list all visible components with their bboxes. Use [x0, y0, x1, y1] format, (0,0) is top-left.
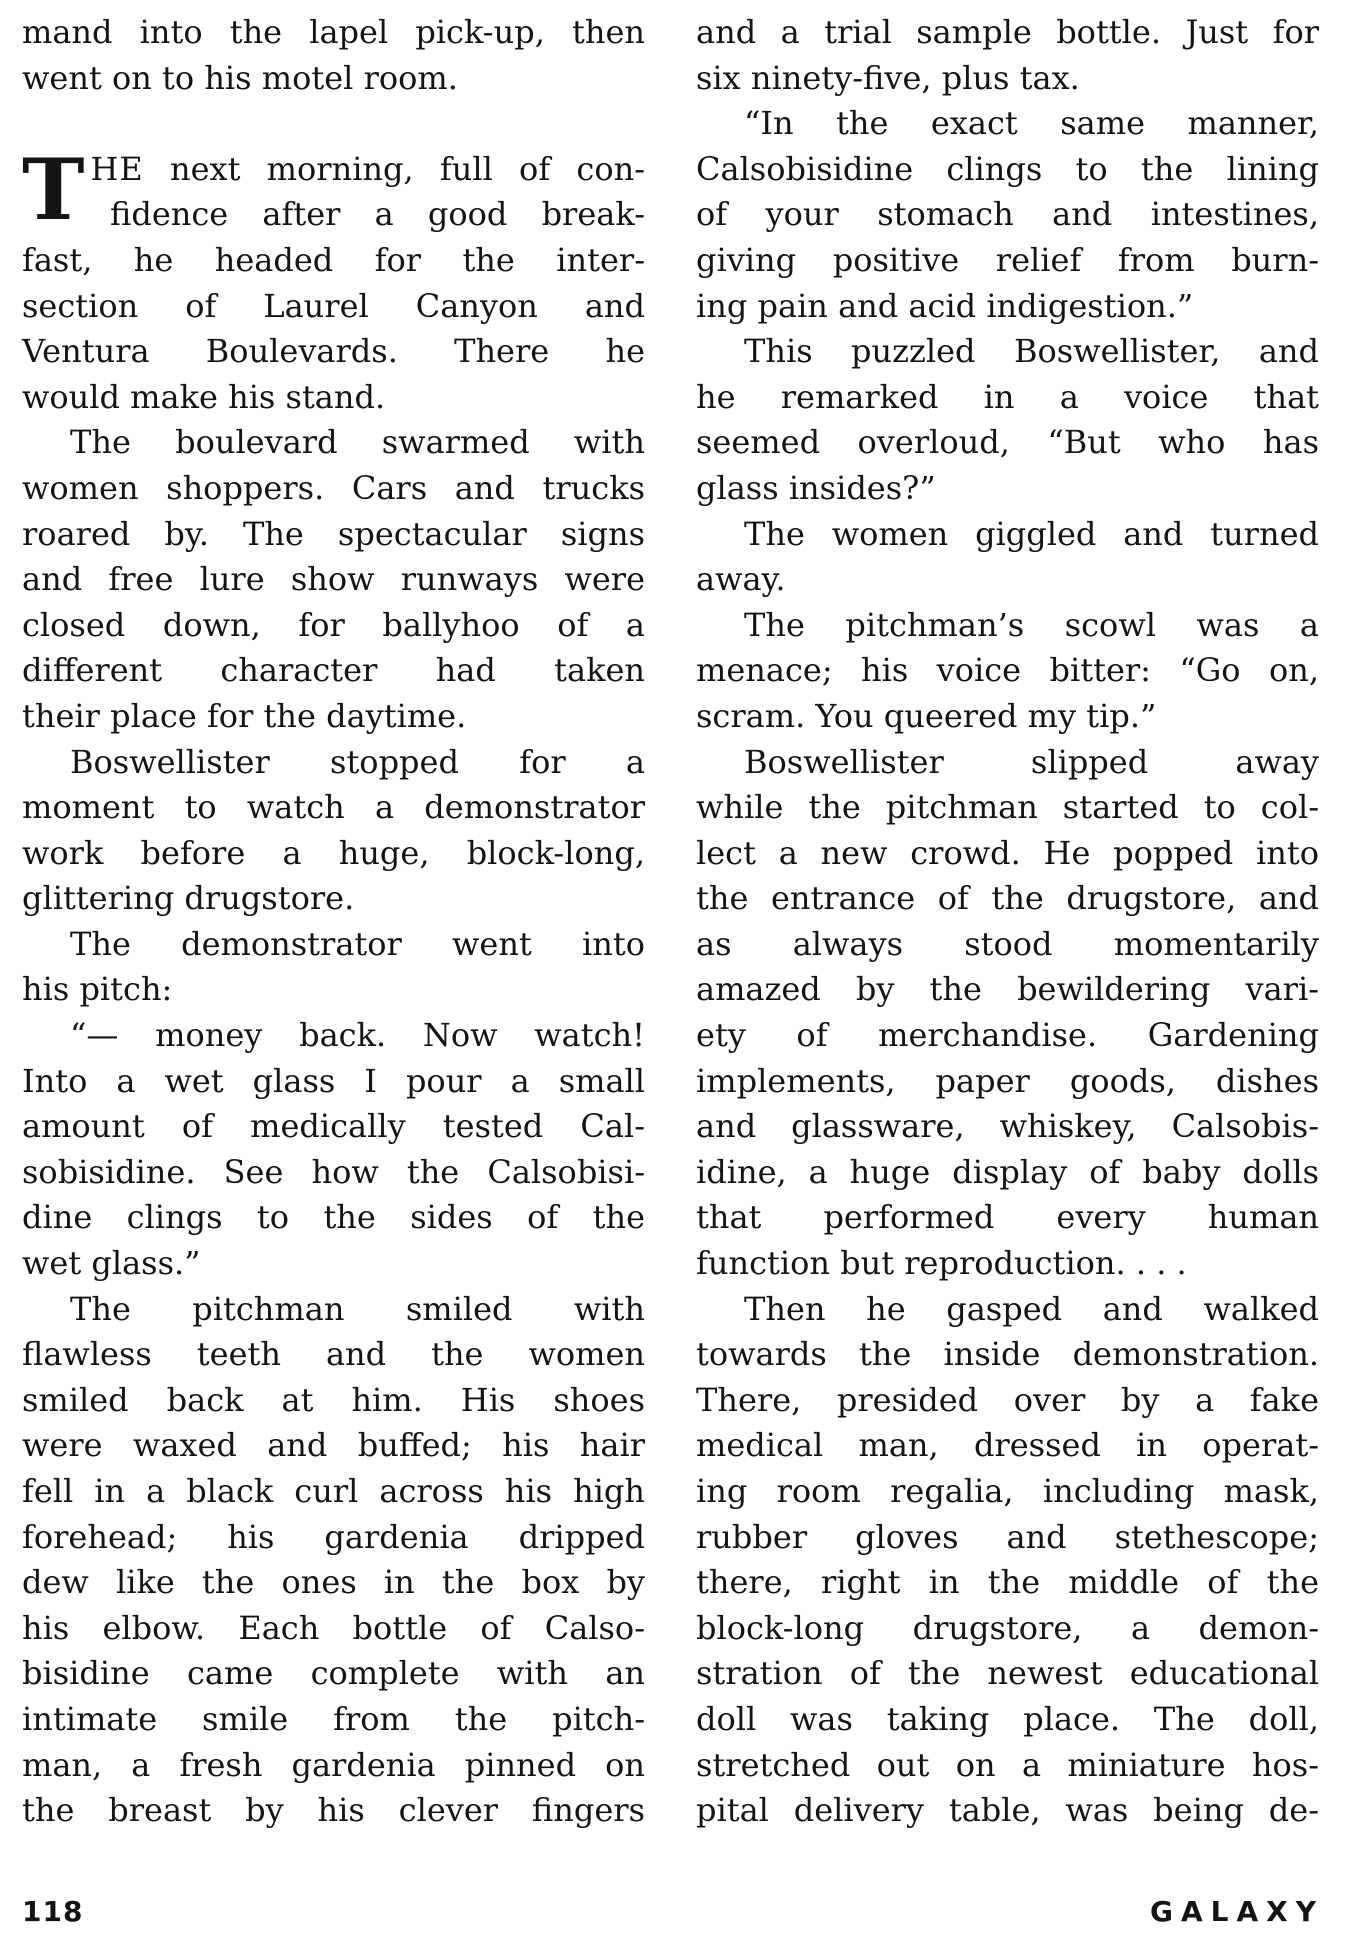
text-line: his pitch: [22, 970, 173, 1009]
text-line: The demonstrator went into [70, 924, 645, 963]
text-line: went on to his motel room. [22, 58, 458, 97]
text-line: six ninety-five, plus tax. [696, 58, 1080, 97]
text-line: amazed by the bewildering vari- [696, 970, 1319, 1009]
text-line: smiled back at him. His shoes [22, 1380, 645, 1419]
text-line: menace; his voice bitter: “Go on, [696, 651, 1319, 690]
text-line: ing pain and acid indigestion.” [696, 286, 1194, 325]
text-line: dine clings to the sides of the [22, 1198, 645, 1237]
drop-cap: T [22, 139, 85, 239]
text-line: mand into the lapel pick-up, then [22, 13, 645, 51]
text-line: would make his stand. [22, 377, 386, 416]
text-line: women shoppers. Cars and trucks [22, 468, 645, 507]
right-text-column [696, 10, 1319, 1834]
text-line: Then he gasped and walked [744, 1289, 1319, 1328]
text-line: were waxed and buffed; his hair [22, 1426, 645, 1465]
text-line: and glassware, whiskey, Calsobis- [696, 1107, 1319, 1146]
text-line: Into a wet glass I pour a small [22, 1061, 645, 1100]
text-line: wet glass.” [22, 1244, 201, 1283]
text-line: “— money back. Now watch! [70, 1016, 645, 1055]
text-line: fast, he headed for the inter- [22, 240, 645, 279]
text-line: and free lure show runways were [22, 560, 645, 599]
text-line: scram. You queered my tip.” [696, 696, 1157, 735]
text-line: bisidine came complete with an [22, 1654, 645, 1693]
text-line: as always stood momentarily [696, 924, 1319, 963]
text-line: amount of medically tested Cal- [22, 1107, 645, 1146]
small-caps-lead: HE [90, 149, 144, 188]
text-line: pital delivery table, was being de- [696, 1791, 1319, 1830]
page-footer [0, 1895, 1346, 1935]
text-line: he remarked in a voice that [696, 377, 1319, 416]
text-line: of your stomach and intestines, [696, 195, 1319, 234]
text-line: sobisidine. See how the Calsobisi- [22, 1152, 645, 1191]
text-line: and a trial sample bottle. Just for [696, 13, 1319, 51]
text-line: medical man, dressed in operat- [696, 1426, 1319, 1465]
text-line: stration of the newest educational [696, 1654, 1319, 1693]
left-text-column [22, 10, 645, 1834]
text-line: idine, a huge display of baby dolls [696, 1152, 1319, 1191]
text-line: their place for the daytime. [22, 696, 467, 735]
text-line: “In the exact same manner, [744, 104, 1319, 143]
text-line: that performed every human [696, 1198, 1319, 1237]
text-line: towards the inside demonstration. [696, 1335, 1319, 1374]
text-line: The women giggled and turned [744, 514, 1319, 553]
text-line: there, right in the middle of the [696, 1563, 1319, 1602]
text-line: dew like the ones in the box by [22, 1563, 645, 1602]
text-line: stretched out on a miniature hos- [696, 1745, 1319, 1784]
text-line: giving positive relief from burn- [696, 240, 1319, 279]
text-line: man, a fresh gardenia pinned on [22, 1745, 645, 1784]
text-line: Boswellister slipped away [744, 742, 1319, 781]
text-line: work before a huge, block-long, [22, 833, 645, 872]
text-line: function but reproduction. . . . [696, 1244, 1187, 1283]
text-line: flawless teeth and the women [22, 1335, 645, 1374]
text-line: implements, paper goods, dishes [696, 1061, 1319, 1100]
text-line: Calsobisidine clings to the lining [696, 149, 1319, 188]
page-number: 118 [22, 1895, 84, 1928]
text-line: intimate smile from the pitch- [22, 1699, 645, 1738]
text-line: fell in a black curl across his high [22, 1472, 645, 1510]
text-line: The boulevard swarmed with [70, 423, 645, 462]
text-line-body: next morning, full of con- [143, 149, 645, 188]
section-break [22, 101, 645, 147]
text-line: doll was taking place. The doll, [696, 1699, 1319, 1738]
text-line: his elbow. Each bottle of Calso- [22, 1608, 645, 1647]
text-line: section of Laurel Canyon and [22, 286, 645, 325]
magazine-name: GALAXY [1149, 1895, 1324, 1928]
text-line: glass insides?” [696, 468, 936, 507]
text-line: This puzzled Boswellister, and [744, 332, 1319, 371]
text-line: lect a new crowd. He popped into [696, 833, 1319, 872]
text-line: roared by. The spectacular signs [22, 514, 645, 553]
text-line: The pitchman smiled with [70, 1289, 645, 1328]
text-line: forehead; his gardenia dripped [22, 1517, 645, 1556]
text-line: ety of merchandise. Gardening [696, 1016, 1319, 1055]
text-line: seemed overloud, “But who has [696, 423, 1319, 462]
text-line: block-long drugstore, a demon- [696, 1608, 1319, 1647]
text-line: The pitchman’s scowl was a [744, 605, 1319, 644]
text-line: different character had taken [22, 651, 645, 690]
text-line: glittering drugstore. [22, 879, 355, 918]
text-line: closed down, for ballyhoo of a [22, 605, 645, 644]
text-line: away. [696, 560, 786, 599]
text-line: the entrance of the drugstore, and [696, 879, 1319, 918]
text-line: Ventura Boulevards. There he [22, 332, 645, 371]
text-line: Boswellister stopped for a [70, 742, 645, 781]
text-line: rubber gloves and stethescope; [696, 1517, 1319, 1556]
text-line: There, presided over by a fake [696, 1380, 1319, 1419]
text-line: the breast by his clever fingers [22, 1791, 645, 1830]
text-line: while the pitchman started to col- [696, 788, 1319, 827]
text-line: ing room regalia, including mask, [696, 1472, 1319, 1510]
text-line: moment to watch a demonstrator [22, 788, 645, 827]
text-line: fidence after a good break- [110, 195, 645, 234]
